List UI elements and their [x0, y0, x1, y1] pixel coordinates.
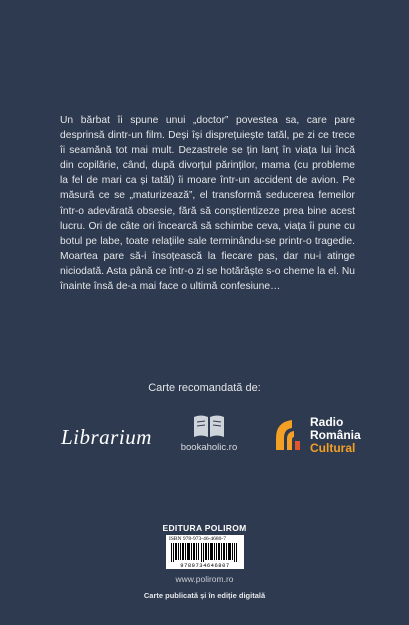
publisher-website: www.polirom.ro: [175, 574, 234, 584]
open-book-icon: [192, 413, 226, 439]
librarium-logo: Librarium: [61, 425, 152, 449]
barcode-number: 9789734646807: [180, 562, 230, 569]
recommended-by-label: Carte recomandată de:: [148, 382, 261, 394]
bookaholic-logo: [176, 413, 242, 453]
bookaholic-label: bookaholic.ro: [180, 442, 238, 453]
isbn-barcode: [166, 535, 244, 569]
book-description: Un bărbat îi spune unui „doctor” povestea sa, care pare desprinsă dintr-un film. Deși își disprețuiește tatăl, pe zi ce trece îi seamănă tot mai mult. Dezastrele se țin lanț în viața lui încă din copilărie, când, după divorțul părinților, mama (cu probleme la fel de mari ca și tatăl) îi moare într-un accident de avion. Pe măsură ce se „maturizează”, el transformă seducerea femeilor într-o adevărată obsesie, fără să conștientizeze prea bine acest lucru. Ori de câte ori încearcă să schimbe ceva, viața îi pune cu botul pe labe, toate relațiile sale terminându-se printr-o tragedie. Moartea pare să-i însoțească la fiecare pas, dar nu-i atinge niciodată. Asta până ce într-o zi se hotărăște s-o cheme la el. Nu înainte însă de-a mai face o ultimă confesiune…: [60, 115, 355, 293]
isbn-text: ISBN 978-973-46-4680-7: [169, 536, 226, 542]
radio-label-line3: Cultural: [310, 440, 356, 455]
barcode-bars: [171, 543, 239, 562]
radio-romania-cultural-logo: [274, 416, 361, 454]
radio-label-line2: România: [310, 427, 361, 442]
publisher-name: EDITURA POLIROM: [162, 523, 247, 533]
radio-label-line1: Radio: [310, 414, 344, 429]
digital-edition-note: Carte publicată și în ediție digitală: [143, 591, 266, 600]
radio-signal-icon: [274, 418, 304, 452]
